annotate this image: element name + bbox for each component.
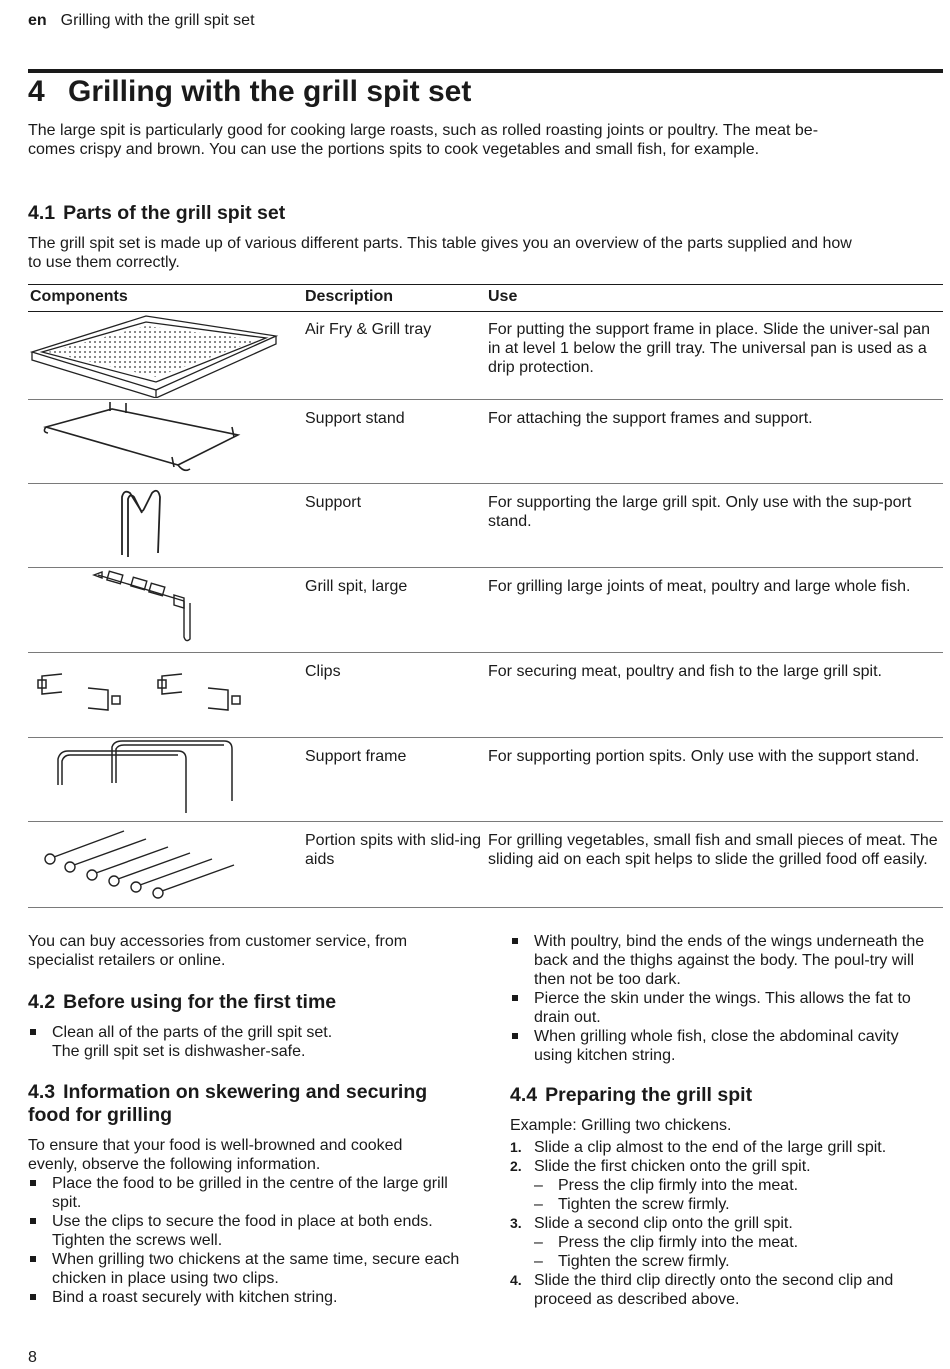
row-use: For supporting the large grill spit. Only use with the sup-port stand. [488,494,912,530]
support-stand-icon [28,399,288,483]
list-item: When grilling whole fish, close the abdominal cavity using kitchen string. [510,1027,940,1065]
section-heading-4-2 [28,991,336,1014]
row-description: Support frame [305,748,407,765]
first-use-steps [28,1023,468,1061]
row-description: Portion spits with slid-ing aids [305,832,482,868]
section-heading-4-4 [510,1084,752,1107]
header-use: Use [488,288,518,305]
dash: – [534,1253,543,1270]
row-use: For attaching the support frames and support. [488,410,813,427]
row-use: For grilling vegetables, small fish and small pieces of meat. The sliding aid on each spit helps to slide the grilled food off easily. [488,832,938,868]
list-item: When grilling two chickens at the same time, secure each chicken in place using two clips. [28,1250,468,1288]
section-title-cont: food for grilling [28,1104,173,1126]
step-result: The grill spit set is dishwasher-safe. [52,1043,306,1060]
list-item [510,1157,940,1214]
section-title: Before using for the first time [63,991,337,1013]
accessories-text: You can buy accessories from customer service, from specialist retailers or online. [28,933,408,969]
sub-step [534,1195,940,1214]
list-item: With poultry, bind the ends of the wings underneath the back and the thighs against the body. The poul-try will then not be too dark. [510,932,940,989]
table-row [28,483,943,568]
clips-icon [28,652,288,736]
step-text: Slide the first chicken onto the grill spit. [534,1158,811,1175]
section-title: Preparing the grill spit [545,1084,753,1106]
chapter-intro [28,121,943,159]
step-text: Slide a clip almost to the end of the large grill spit. [534,1139,887,1156]
portion-spits-icon [28,821,288,907]
sub-step [534,1176,940,1195]
row-description: Clips [305,663,341,680]
step-number: 4. [510,1272,522,1288]
row-description: Support [305,494,362,511]
table-row [28,737,943,822]
list-item [510,1214,940,1271]
text-line: The grill spit set is made up of various different parts. This table gives you an overview of the parts supplied and how [28,235,852,252]
step-number: 2. [510,1158,522,1174]
section-4-1-text [28,234,943,272]
section-title: Information on skewering and securing [63,1081,428,1103]
step-number: 1. [510,1139,522,1155]
list-item: Place the food to be grilled in the centre of the large grill spit. [28,1174,468,1212]
running-title: Grilling with the grill spit set [60,12,255,29]
section-title: Parts of the grill spit set [63,202,286,224]
row-description: Support stand [305,410,405,427]
page-number: 8 [28,1349,37,1366]
sub-step-text: Press the clip firmly into the meat. [558,1234,799,1251]
sub-steps [534,1176,940,1214]
row-use: For putting the support frame in place. Slide the univer-sal pan in at level 1 below the grill tray. The universal pan is used as a drip protection. [488,321,931,376]
list-item [510,1271,940,1309]
section-4-3-intro: To ensure that your food is well-browned and cooked evenly, observe the following information. [28,1137,403,1173]
step-text: Slide a second clip onto the grill spit. [534,1215,793,1232]
tray-icon [28,310,288,398]
table-row [28,567,943,653]
row-description: Air Fry & Grill tray [305,321,432,338]
poultry-tips [510,932,940,1065]
dash: – [534,1177,543,1194]
sub-steps [534,1233,940,1271]
skewering-tips [28,1174,468,1307]
sub-step-text: Tighten the screw firmly. [558,1253,730,1270]
step-text: Slide the third clip directly onto the second clip and proceed as described above. [534,1272,894,1308]
list-item: Use the clips to secure the food in place at both ends. Tighten the screws well. [28,1212,468,1250]
table-header [28,284,943,312]
list-item [510,1138,940,1157]
text-line: to use them correctly. [28,254,180,271]
section-heading-4-3 [28,1081,468,1127]
header-components: Components [30,288,128,305]
chapter-intro-line: The large spit is particularly good for cooking large roasts, such as rolled roasting joints or poultry. The meat be- [28,122,819,139]
row-use: For grilling large joints of meat, poultry and large whole fish. [488,578,911,595]
sub-step [534,1233,940,1252]
dash: – [534,1234,543,1251]
language-code: en [28,12,47,29]
section-heading-4-1 [28,202,285,225]
support-icon [28,483,288,567]
list-item: Pierce the skin under the wings. This allows the fat to drain out. [510,989,940,1027]
row-description: Grill spit, large [305,578,408,595]
chapter-number: 4 [28,75,45,108]
section-number: 4.2 [28,991,56,1013]
chapter-title-text: Grilling with the grill spit set [68,75,472,108]
section-number: 4.4 [510,1084,538,1106]
parts-table [28,284,943,908]
table-row [28,821,943,908]
chapter-title [28,74,471,110]
chapter-rule [28,69,943,73]
sub-step-text: Press the clip firmly into the meat. [558,1177,799,1194]
grill-spit-icon [28,567,288,651]
support-frame-icon [28,737,288,821]
table-row [28,652,943,738]
chapter-intro-line: comes crispy and brown. You can use the portions spits to cook vegetables and small fish, for example. [28,141,760,158]
example-text: Example: Grilling two chickens. [510,1117,732,1134]
section-number: 4.3 [28,1081,56,1103]
sub-step [534,1252,940,1271]
dash: – [534,1196,543,1213]
row-use: For supporting portion spits. Only use with the support stand. [488,748,920,765]
row-use: For securing meat, poultry and fish to the large grill spit. [488,663,882,680]
header-description: Description [305,288,394,305]
table-row [28,310,943,400]
list-item [28,1023,468,1061]
step-text: Clean all of the parts of the grill spit set. [52,1024,333,1041]
section-number: 4.1 [28,202,56,224]
preparation-steps [510,1138,940,1309]
step-number: 3. [510,1215,522,1231]
sub-step-text: Tighten the screw firmly. [558,1196,730,1213]
table-row [28,399,943,484]
running-header [28,12,255,30]
list-item: Bind a roast securely with kitchen string. [28,1288,468,1307]
